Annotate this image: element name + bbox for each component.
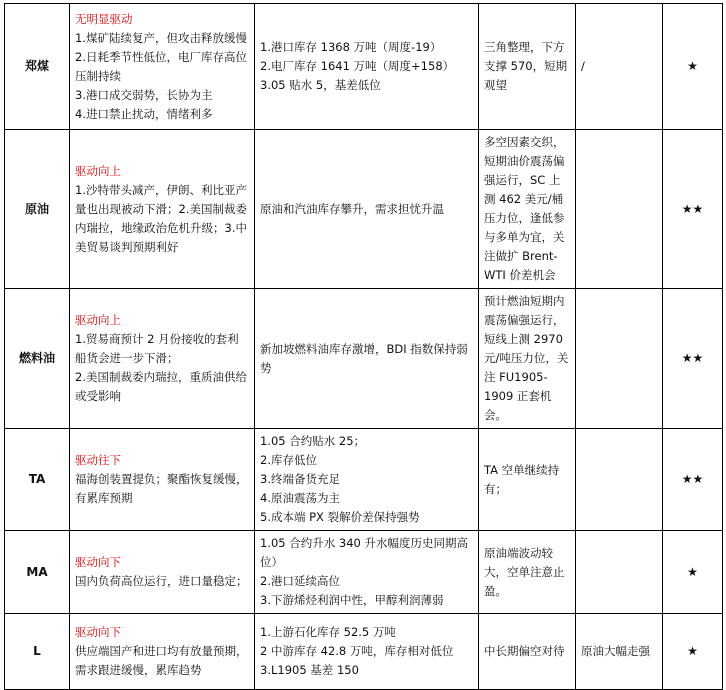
fundamental-line: 1.港口库存 1368 万吨（周度-19） <box>260 40 442 54</box>
driver-cell <box>70 614 255 690</box>
driver-cell <box>70 289 255 429</box>
driver-cell <box>70 130 255 289</box>
table-row <box>5 4 723 130</box>
driver-label: 驱动向下 <box>75 625 121 639</box>
factor-line: 福海创装置提负；聚酯恢复缓慢，有累库预期 <box>75 472 248 505</box>
commodity-name: MA <box>5 531 70 614</box>
factor-line: 1.沙特带头减产，伊朗、利比亚产量也出现被动下滑；2.美国制裁委内瑞拉，地缘政治危机升级；3.中美贸易谈判预期利好 <box>75 182 247 254</box>
driver-label: 驱动向下 <box>75 555 121 569</box>
table-row <box>5 289 723 429</box>
fundamental-line: 新加坡燃料油库存激增，BDI 指数保持弱势 <box>260 341 468 375</box>
fundamental-line: 3.下游烯烃利润中性，甲醇利润薄弱 <box>260 593 444 607</box>
fundamentals-cell <box>255 531 479 614</box>
star-rating: ★ <box>663 531 723 614</box>
driver-cell <box>70 4 255 130</box>
view-cell <box>479 130 576 289</box>
factor-line: 供应端国产和进口均有放量预期，需求跟进缓慢，累库趋势 <box>75 644 248 677</box>
fundamental-line: 1.05 合约升水 340 升水幅度历史同期高位） <box>260 536 469 569</box>
fundamentals-cell <box>255 614 479 690</box>
view-cell <box>479 614 576 690</box>
fundamental-line: 2 中游库存 42.8 万吨，库存相对低位 <box>260 644 454 658</box>
view-cell <box>479 4 576 130</box>
driver-label: 无明显驱动 <box>75 11 133 26</box>
commodity-name: 原油 <box>5 130 70 289</box>
view-line: 预计燃油短期内震荡偏强运行，短线上测 2970 元/吨压力位，关注 FU1905-1909 正套机会。 <box>484 294 569 422</box>
view-line: 原油端波动较大，空单注意止盈。 <box>484 545 565 598</box>
fundamental-line: 1.上游石化库存 52.5 万吨 <box>260 625 396 639</box>
driver-cell <box>70 429 255 531</box>
factor-line: 4.进口禁止扰动，情绪利多 <box>75 106 213 121</box>
view-line: 中长期偏空对待 <box>484 644 565 658</box>
star-rating: ★ <box>663 4 723 130</box>
commodity-name: 郑煤 <box>5 4 70 130</box>
factor-line: 1.煤矿陆续复产，但攻击释放缓慢 <box>75 30 247 45</box>
fundamentals-cell <box>255 130 479 289</box>
driver-cell <box>70 531 255 614</box>
fundamental-line: 1.05 合约贴水 25； <box>260 434 366 448</box>
fundamental-line: 3.L1905 基差 150 <box>260 663 359 677</box>
fundamental-line: 2.港口延续高位 <box>260 574 340 588</box>
fundamental-line: 2.库存低位 <box>260 453 317 467</box>
commodity-name: L <box>5 614 70 690</box>
fundamental-line: 5.成本端 PX 裂解价差保持强势 <box>260 510 420 524</box>
commodity-name: 燃料油 <box>5 289 70 429</box>
table-row <box>5 130 723 289</box>
fundamental-line: 4.原油震荡为主 <box>260 491 340 505</box>
driver-label: 驱动向上 <box>75 313 121 327</box>
factor-line: 2.美国制裁委内瑞拉，重质油供给或受影响 <box>75 370 247 403</box>
fundamentals-cell <box>255 289 479 429</box>
view-line: TA 空单继续持有； <box>484 462 560 496</box>
strategy-cell: 原油大幅走强 <box>576 614 663 690</box>
fundamentals-cell <box>255 429 479 531</box>
table-row <box>5 531 723 614</box>
strategy-cell <box>576 130 663 289</box>
fundamental-line: 原油和汽油库存攀升，需求担忧升温 <box>260 201 444 216</box>
view-cell <box>479 289 576 429</box>
factor-line: 3.港口成交弱势，长协为主 <box>75 87 213 102</box>
view-cell <box>479 531 576 614</box>
driver-label: 驱动往下 <box>75 453 121 467</box>
star-rating: ★ <box>663 614 723 690</box>
view-cell <box>479 429 576 531</box>
factor-line: 1.贸易商预计 2 月份接收的套利船货会进一步下滑； <box>75 332 239 365</box>
driver-label: 驱动向上 <box>75 163 121 178</box>
star-rating: ★★ <box>663 429 723 531</box>
table-row <box>5 614 723 690</box>
factor-line: 国内负荷高位运行，进口量稳定； <box>75 574 248 588</box>
table-row <box>5 429 723 531</box>
star-rating: ★★ <box>663 130 723 289</box>
factor-line: 2.日耗季节性低位，电厂库存高位压制持续 <box>75 49 247 83</box>
fundamental-line: 3.终端备货充足 <box>260 472 340 486</box>
fundamentals-cell <box>255 4 479 130</box>
strategy-cell <box>576 429 663 531</box>
strategy-cell <box>576 531 663 614</box>
fundamental-line: 2.电厂库存 1641 万吨（周度+158） <box>260 59 455 73</box>
strategy-cell: / <box>576 4 663 130</box>
view-line: 三角整理，下方支撑 570，短期观望 <box>484 40 568 92</box>
view-line: 多空因素交织，短期油价震荡偏强运行，SC 上测 462 美元/桶压力位，逢低参与多单为宜，关注做扩 Brent-WTI 价差机会 <box>484 135 565 282</box>
commodity-name: TA <box>5 429 70 531</box>
fundamental-line: 3.05 贴水 5，基差低位 <box>260 78 381 92</box>
star-rating: ★★ <box>663 289 723 429</box>
strategy-cell <box>576 289 663 429</box>
commodity-table <box>4 3 723 690</box>
